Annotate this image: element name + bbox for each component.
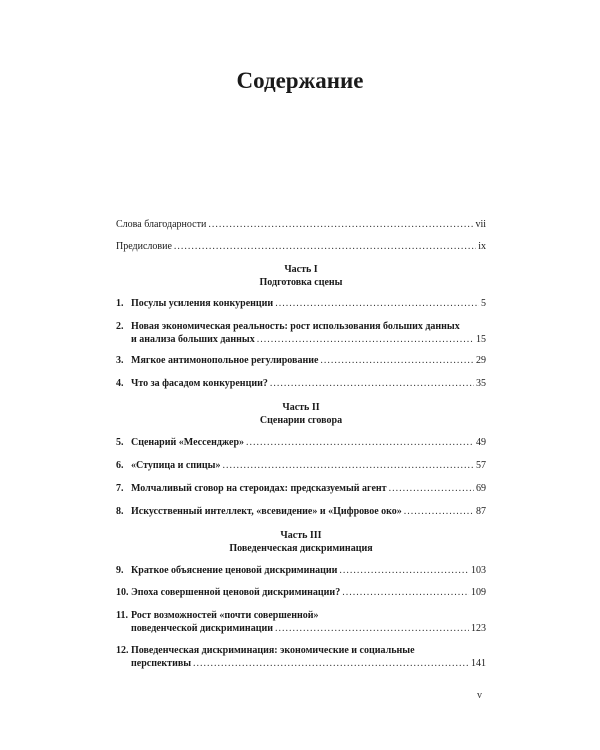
chapter-title: Что за фасадом конкуренции? [131, 378, 268, 389]
toc-entry-title: Слова благодарности [116, 219, 207, 230]
part-title: Поведенческая дискриминация [229, 543, 373, 554]
chapter-title-line1: Новая экономическая реальность: рост использования больших данных [131, 321, 460, 332]
toc-entry-chapter[interactable] [116, 297, 486, 310]
dot-leader [339, 564, 469, 577]
toc-page-number: 103 [471, 565, 486, 576]
toc-page-number: 123 [471, 623, 486, 634]
part-title: Подготовка сцены [259, 277, 343, 288]
toc-entry-chapter[interactable] [116, 586, 486, 599]
dot-leader [275, 622, 469, 635]
toc-entry-chapter[interactable] [116, 564, 486, 577]
chapter-title: Эпоха совершенной ценовой дискриминации? [131, 587, 341, 598]
toc-page-number: vii [475, 219, 486, 230]
dot-leader [320, 354, 474, 367]
chapter-number: 12. [116, 645, 129, 656]
toc-entry-chapter[interactable] [116, 459, 486, 472]
chapter-title: Молчаливый сговор на стероидах: предсказуемый агент [131, 483, 387, 494]
chapter-number: 4. [116, 378, 124, 389]
dot-leader [275, 297, 479, 310]
chapter-title: «Ступица и спицы» [131, 460, 221, 471]
toc-page-number: 35 [476, 378, 486, 389]
toc-page-number: 29 [476, 355, 486, 366]
toc-page-number: 5 [481, 298, 486, 309]
chapter-number: 10. [116, 587, 129, 598]
toc-entry-chapter[interactable] [116, 609, 486, 635]
toc-entry-chapter[interactable] [116, 377, 486, 390]
dot-leader [193, 657, 469, 670]
toc-page-number: 15 [476, 334, 486, 345]
chapter-number: 1. [116, 298, 124, 309]
chapter-title-line1: Рост возможностей «почти совершенной» [131, 610, 319, 621]
chapter-number: 7. [116, 483, 124, 494]
chapter-number: 9. [116, 565, 124, 576]
chapter-title: Мягкое антимонопольное регулирование [131, 355, 319, 366]
toc-page-number: 87 [476, 506, 486, 517]
toc-page-number: 69 [476, 483, 486, 494]
chapter-title: поведенческой дискриминации [131, 623, 273, 634]
chapter-number: 5. [116, 437, 124, 448]
dot-leader [174, 240, 476, 253]
toc-page-number: 57 [476, 460, 486, 471]
chapter-number: 11. [116, 610, 128, 621]
dot-leader [342, 586, 469, 599]
toc-entry-chapter[interactable] [116, 436, 486, 449]
chapter-number: 8. [116, 506, 124, 517]
part-title: Сценарии сговора [259, 415, 343, 426]
page-title: Содержание [236, 68, 364, 93]
toc-entry-chapter[interactable] [116, 354, 486, 367]
dot-leader [404, 505, 474, 518]
chapter-number: 3. [116, 355, 124, 366]
chapter-title: Сценарий «Мессенджер» [131, 437, 245, 448]
dot-leader [389, 482, 474, 495]
part-label: Часть III [280, 530, 322, 541]
part-label: Часть I [284, 264, 318, 275]
chapter-title: Краткое объяснение ценовой дискриминации [131, 565, 338, 576]
dot-leader [257, 333, 474, 346]
toc-entry-chapter[interactable] [116, 482, 486, 495]
toc-entry-chapter[interactable] [116, 644, 486, 670]
toc-page-number: 49 [476, 437, 486, 448]
chapter-number: 6. [116, 460, 124, 471]
toc-page-number: 141 [471, 658, 486, 669]
toc-page-number: 109 [471, 587, 486, 598]
chapter-number: 2. [116, 321, 124, 332]
toc-entry-chapter[interactable] [116, 505, 486, 518]
toc-page-number: ix [478, 241, 486, 252]
page-folio-number: v [477, 690, 482, 701]
toc-entry-preface[interactable] [116, 240, 486, 253]
dot-leader [222, 459, 474, 472]
chapter-title: и анализа больших данных [131, 334, 255, 345]
toc-entry-chapter[interactable] [116, 320, 486, 346]
toc-entry-title: Предисловие [116, 241, 172, 252]
part-label: Часть II [282, 402, 320, 413]
chapter-title: Посулы усиления конкуренции [131, 298, 274, 309]
dot-leader [270, 377, 474, 390]
chapter-title-line1: Поведенческая дискриминация: экономические и социальные [131, 645, 415, 656]
toc-entry-acknowledgements[interactable] [116, 218, 486, 231]
chapter-title: Искусственный интеллект, «всевидение» и «Цифровое око» [131, 506, 402, 517]
dot-leader [208, 218, 473, 231]
dot-leader [246, 436, 474, 449]
chapter-title: перспективы [131, 658, 192, 669]
